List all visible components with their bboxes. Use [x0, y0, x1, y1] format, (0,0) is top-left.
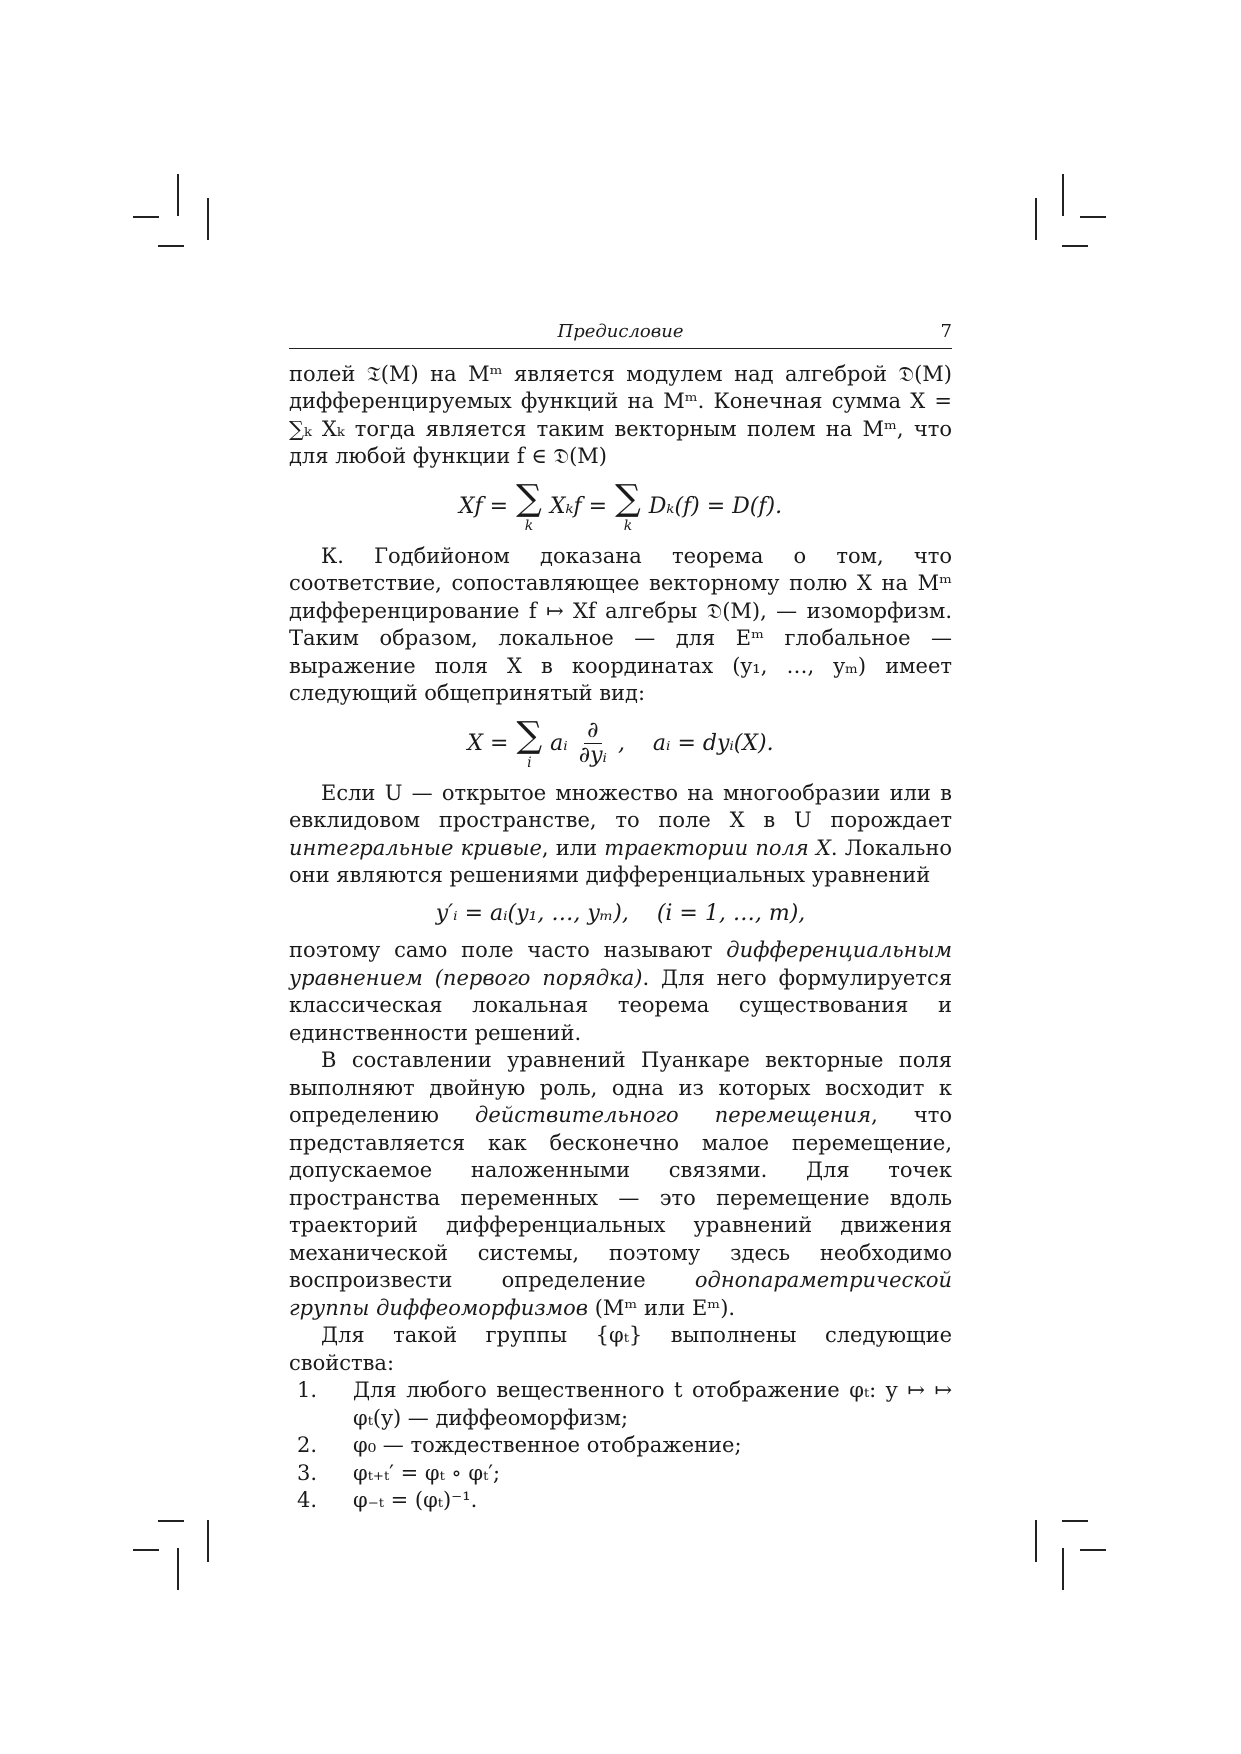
paragraph: Для такой группы {φₜ} выполнены следующие свойства:: [289, 1323, 952, 1375]
formula-text: X =: [467, 730, 509, 756]
list-item: [289, 1460, 952, 1488]
crop-mark: [177, 174, 179, 216]
formula-text: Xₖf =: [549, 493, 608, 519]
crop-mark: [158, 245, 184, 247]
crop-mark: [1035, 198, 1037, 240]
text-run: . Локально они являются решениями дифференциальных уравнений: [289, 835, 953, 887]
text-run: , или: [541, 835, 605, 860]
list-text: φ₋ₜ = (φₜ)⁻¹.: [353, 1488, 478, 1512]
emphasis: интегральные кривые: [289, 835, 542, 860]
paragraph: [289, 937, 952, 1047]
paragraph: К. Годбийоном доказана теорема о том, что соответствие, сопоставляющее векторному полю X на Mᵐ дифференцирование f ↦ Xf алгебры 𝔇(M), — изоморфизм. Таким образом, локальное — для Eᵐ глобальное — выражение поля X в координатах (y₁, …, yₘ) имеет следующий общепринятый вид:: [289, 543, 952, 705]
text-run: . Для него формулируется классическая локальная теорема существования и единственности решений.: [289, 965, 952, 1045]
list-text: φ₀ — тождественное отображение;: [353, 1433, 742, 1457]
crop-mark: [1062, 245, 1088, 247]
formula-2: [289, 714, 952, 771]
crop-mark: [177, 1548, 179, 1590]
list-text: φₜ₊ₜ′ = φₜ ∘ φₜ′;: [353, 1460, 501, 1485]
sigma-symbol: ∑: [516, 477, 542, 519]
text-run: , что представляется как бесконечно малое перемещение, допускаемое наложенными связями. Для точек пространства переменных — это перемещение вдоль траекторий дифференциальных уравнений движения механической системы, поэтому здесь необходимо воспроизвести определение: [289, 1103, 953, 1292]
sum-index: i: [527, 754, 532, 771]
paragraph: [289, 780, 952, 890]
text-run: Если U — открытое множество на многообразии или в евклидовом пространстве, то поле X в U порождает: [289, 780, 952, 832]
text-run: В составлении уравнений Пуанкаре векторные поля выполняют двойную роль, одна из которых восходит к определению: [289, 1048, 952, 1127]
paragraph: [289, 1047, 952, 1322]
formula-text: aᵢ: [550, 730, 568, 756]
list-item: [289, 1487, 952, 1515]
emphasis: однопараметрической группы диффеоморфизмов: [289, 1268, 952, 1320]
sum-operator: [516, 477, 542, 534]
formula-3: [289, 900, 952, 928]
list-number: 4.: [296, 1488, 317, 1512]
running-title: Предисловие: [557, 321, 684, 342]
sum-operator: [516, 714, 543, 771]
page-number: 7: [940, 321, 952, 342]
fraction-denominator: ∂yᵢ: [578, 743, 607, 768]
emphasis: действительного перемещения: [475, 1103, 872, 1127]
crop-mark: [133, 1549, 159, 1551]
list-number: 1.: [296, 1378, 317, 1402]
running-header: [289, 318, 952, 349]
crop-mark: [1035, 1520, 1037, 1562]
emphasis: дифференциальным уравнением (первого порядка): [289, 938, 952, 990]
list-text: Для любого вещественного t отображение φₜ: y ↦ ↦ φₜ(y) — диффеоморфизм;: [353, 1378, 952, 1430]
properties-list: [289, 1377, 952, 1515]
list-number: 3.: [296, 1460, 317, 1485]
paragraph: полей 𝔗(M) на Mᵐ является модулем над алгеброй 𝔇(M) дифференцируемых функций на Mᵐ. Конечная сумма X = ∑ₖ Xₖ тогда является таким векторным полем на Mᵐ, что для любой функции f ∈ 𝔇(M): [289, 361, 952, 468]
list-item: [289, 1377, 952, 1432]
text-run: (Mᵐ или Eᵐ).: [588, 1295, 736, 1320]
crop-mark: [1080, 216, 1106, 218]
crop-mark: [1062, 174, 1064, 216]
list-number: 2.: [296, 1433, 317, 1457]
text-run: поэтому само поле часто называют: [289, 938, 727, 962]
page-body: [289, 318, 952, 1515]
crop-mark: [1080, 1549, 1106, 1551]
crop-mark: [1062, 1520, 1088, 1522]
fraction: [576, 719, 610, 768]
crop-mark: [133, 216, 159, 218]
emphasis: траектории поля X: [604, 835, 831, 860]
fraction-numerator: ∂: [584, 719, 601, 744]
sigma-symbol: ∑: [615, 477, 641, 519]
formula-1: [289, 477, 952, 534]
sum-operator: [615, 477, 641, 534]
sigma-symbol: ∑: [516, 714, 543, 756]
crop-mark: [158, 1520, 184, 1522]
sum-index: k: [524, 517, 534, 534]
sum-index: k: [623, 517, 633, 534]
crop-mark: [207, 1520, 209, 1562]
crop-mark: [1062, 1548, 1064, 1590]
crop-mark: [207, 198, 209, 240]
formula-text: , aᵢ = dyᵢ(X).: [617, 730, 774, 756]
list-item: [289, 1432, 952, 1460]
formula-text: Dₖ(f) = D(f).: [648, 493, 783, 519]
formula-text: Xf =: [458, 493, 509, 519]
formula-text: y′ᵢ = aᵢ(y₁, …, yₘ), (i = 1, …, m),: [435, 900, 806, 926]
